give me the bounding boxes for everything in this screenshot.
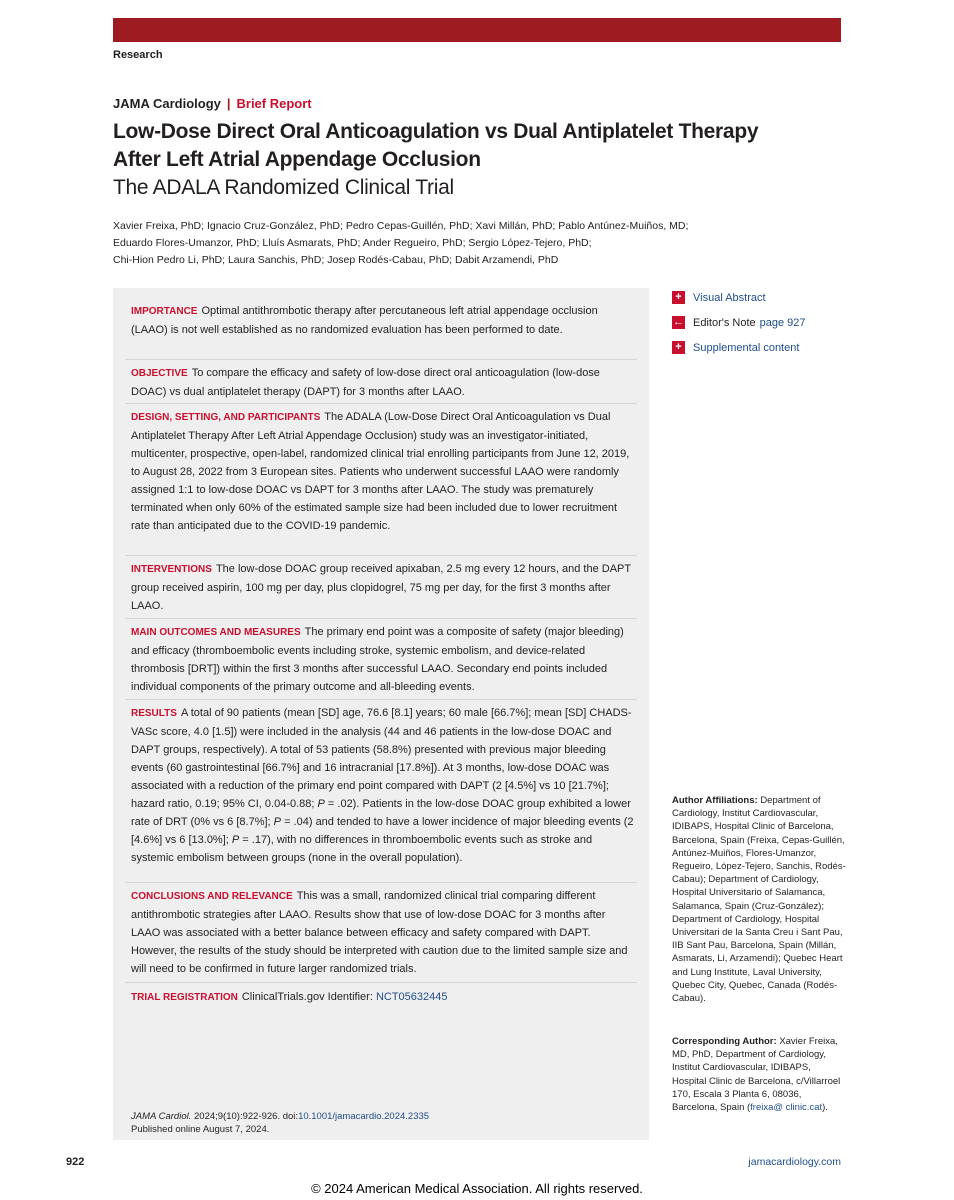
journal-name: JAMA Cardiology [113, 96, 221, 111]
abstract-results [131, 704, 634, 867]
corresponding-author [672, 1035, 846, 1114]
abstract-divider [125, 403, 637, 404]
interventions-label: INTERVENTIONS [131, 564, 212, 575]
supplemental-label: Supplemental content [693, 341, 800, 354]
doi-link[interactable]: 10.1001/jamacardio.2024.2335 [298, 1111, 430, 1122]
objective-text: To compare the efficacy and safety of low-dose direct oral anticoagulation (low-dose DOAC) vs dual antiplatelet therapy (DAPT) for 3 months after LAAO. [131, 367, 600, 398]
abstract-divider [125, 982, 637, 983]
corresponding-text: Xavier Freixa, MD, PhD, Department of Cardiology, Institut Cardiovascular, IDIBAPS, Hospital Clinic de Barcelona, c/Villarroel 170, Escala 3 Planta 6, 08036, Barcelona, Spain ( [672, 1036, 841, 1114]
corresponding-label: Corresponding Author: [672, 1036, 777, 1047]
author-line: Eduardo Flores-Umanzor, PhD; Lluís Asmarats, PhD; Ander Regueiro, PhD; Sergio López-Tejero, PhD; [113, 237, 592, 249]
header-bar [113, 18, 841, 42]
title-line-1: Low-Dose Direct Oral Anticoagulation vs Dual Antiplatelet Therapy [113, 120, 759, 143]
article-subtitle: The ADALA Randomized Clinical Trial [113, 176, 454, 199]
side-links [672, 285, 806, 360]
article-title [113, 118, 833, 174]
conclusions-text: This was a small, randomized clinical trial comparing different antithrombotic strategies after LAAO. Results show that use of low-dose DOAC for 3 months after LAAO was associated with a better balance between efficacy and safety compared with DAPT. However, the results of the study should be interpreted with caution due to the limited sample size and will need to be confirmed in future larger randomized trials. [131, 890, 628, 975]
registration-text: ClinicalTrials.gov Identifier: [241, 991, 373, 1003]
copyright: © 2024 American Medical Association. All rights reserved. [311, 1181, 643, 1196]
plus-icon: + [672, 341, 685, 354]
results-label: RESULTS [131, 708, 177, 719]
section-label: Research [113, 49, 163, 61]
results-text: = .17), with no differences in thromboembolic events such as stroke and systemic embolism between groups (none in the overall population). [131, 834, 593, 864]
abstract-interventions [131, 560, 634, 615]
abstract-objective [131, 364, 634, 401]
editors-note-link[interactable] [672, 310, 806, 335]
visual-abstract-label: Visual Abstract [693, 291, 766, 304]
supplemental-link[interactable] [672, 335, 806, 360]
interventions-text: The low-dose DOAC group received apixaban, 2.5 mg every 12 hours, and the DAPT group received aspirin, 100 mg per day, plus clopidogrel, 75 mg per day, for the first 3 months after LAAO. [131, 563, 631, 612]
affiliations-text: Department of Cardiology, Institut Cardiovascular, IDIBAPS, Hospital Clinic of Barcelona, Barcelona, Spain (Freixa, Cepas-Guillén, Antúnez-Muiños, Flores-Umanzor, Regueiro, López-Tejero, Sanchis, Rodés-Cabau); Department of Cardiology, Hospital Universitario of Salamanca, Salamanca, Spain (Cruz-González); Department of Cardiology, Hospital Universitari de la Santa Creu i Sant Pau, IIB Sant Pau, Barcelona, Spain (Millán, Asmarats, Li, Arzamendi); Quebec Heart and Lung Institute, Laval University, Quebec City, Quebec, Canada (Rodés-Cabau). [672, 795, 846, 1005]
journal-separator: | [226, 96, 231, 111]
abstract-design [131, 408, 634, 535]
abstract-divider [125, 699, 637, 700]
results-text: A total of 90 patients (mean [SD] age, 76.6 [8.1] years; 60 male [66.7%]; mean [SD] CHADS-VASc score, 4.0 [1.5]) were included in the analysis (44 and 46 patients in the low-dose DOAC and DAPT groups, respectively). A total of 53 patients (58.8%) presented with previous major bleeding events (60 gastrointestinal [66.7%] and 16 intracranial [17.8%]). At 3 months, low-dose DOAC was associated with a reduction of the primary end point compared with DAPT (2 [4.5%] vs 10 [21.7%]; hazard ratio, 0.19; 95% CI, 0.04-0.88; [131, 707, 632, 810]
author-line: Chi-Hion Pedro Li, PhD; Laura Sanchis, PhD; Josep Rodés-Cabau, PhD; Dabit Arzamendi, PhD [113, 254, 559, 266]
author-list [113, 218, 713, 269]
conclusions-label: CONCLUSIONS AND RELEVANCE [131, 891, 293, 902]
results-text: = .02). Patients in the low-dose DOAC group exhibited a lower rate of DRT (0% vs 6 [8.7%]; [131, 798, 631, 828]
importance-text: Optimal antithrombotic therapy after percutaneous left atrial appendage occlusion (LAAO) is not well established as no randomized evaluation has been performed to date. [131, 305, 598, 336]
website-link[interactable]: jamacardiology.com [748, 1156, 841, 1168]
citation [131, 1110, 631, 1136]
article-type: Brief Report [236, 96, 312, 111]
affiliations-label: Author Affiliations: [672, 795, 758, 806]
title-line-2: After Left Atrial Appendage Occlusion [113, 148, 481, 171]
editors-note-page[interactable]: page 927 [759, 316, 806, 329]
outcomes-text: The primary end point was a composite of safety (major bleeding) and efficacy (thromboembolic events including stroke, systemic embolism, and device-related thrombosis [DRT]) within the first 3 months after successful LAAO. Secondary end points included individual components of the primary outcome and all-bleeding events. [131, 626, 624, 693]
p-value-symbol: P [273, 816, 282, 828]
abstract-divider [125, 555, 637, 556]
p-value-symbol: P [231, 834, 240, 846]
importance-label: IMPORTANCE [131, 306, 198, 317]
objective-label: OBJECTIVE [131, 368, 188, 379]
abstract-divider [125, 359, 637, 360]
citation-line [131, 1110, 631, 1123]
plus-icon: + [672, 291, 685, 304]
abstract-importance [131, 302, 634, 339]
abstract-outcomes [131, 623, 634, 696]
abstract-registration [131, 988, 634, 1007]
published-date: Published online August 7, 2024. [131, 1124, 270, 1135]
citation-journal: JAMA Cardiol. [131, 1111, 192, 1122]
p-value-symbol: P [317, 798, 325, 810]
page-number: 922 [66, 1156, 85, 1168]
author-line: Xavier Freixa, PhD; Ignacio Cruz-González, PhD; Pedro Cepas-Guillén, PhD; Xavi Millán, PhD; Pablo Antúnez-Muiños, MD; [113, 220, 689, 232]
abstract-box [113, 288, 649, 1140]
results-text: = .04) and tended to have a lower incidence of major bleeding events (2 [4.6%] vs 6 [13.0%]; [131, 816, 634, 846]
email-link[interactable]: freixa@ clinic.cat [750, 1102, 823, 1114]
citation-ref: 2024;9(10):922-926. doi: [194, 1111, 299, 1122]
design-text: The ADALA (Low-Dose Direct Oral Anticoagulation vs Dual Antiplatelet Therapy After Left Atrial Appendage Occlusion) study was an investigator-initiated, multicenter, prospective, open-label, randomized clinical trial enrolling participants from June 12, 2019, to August 28, 2022 from 3 European sites. Patients who underwent successful LAAO were randomly assigned 1:1 to low-dose DOAC vs DAPT for 3 months after LAAO. The study was prematurely terminated when only 60% of the estimated sample size had been included due to lower recruitment rate than anticipated due to the COVID-19 pandemic. [131, 411, 630, 532]
abstract-conclusions [131, 887, 634, 978]
editors-note-label: Editor's Note [693, 316, 756, 329]
outcomes-label: MAIN OUTCOMES AND MEASURES [131, 627, 301, 638]
abstract-divider [125, 618, 637, 619]
arrow-left-icon: ← [673, 316, 684, 328]
registration-label: TRIAL REGISTRATION [131, 992, 238, 1003]
author-affiliations [672, 794, 846, 1005]
visual-abstract-link[interactable] [672, 285, 806, 310]
design-label: DESIGN, SETTING, AND PARTICIPANTS [131, 412, 321, 423]
corresponding-end: ). [822, 1102, 828, 1114]
journal-line [113, 96, 312, 111]
abstract-divider [125, 882, 637, 883]
trial-id-link[interactable]: NCT05632445 [375, 991, 448, 1003]
